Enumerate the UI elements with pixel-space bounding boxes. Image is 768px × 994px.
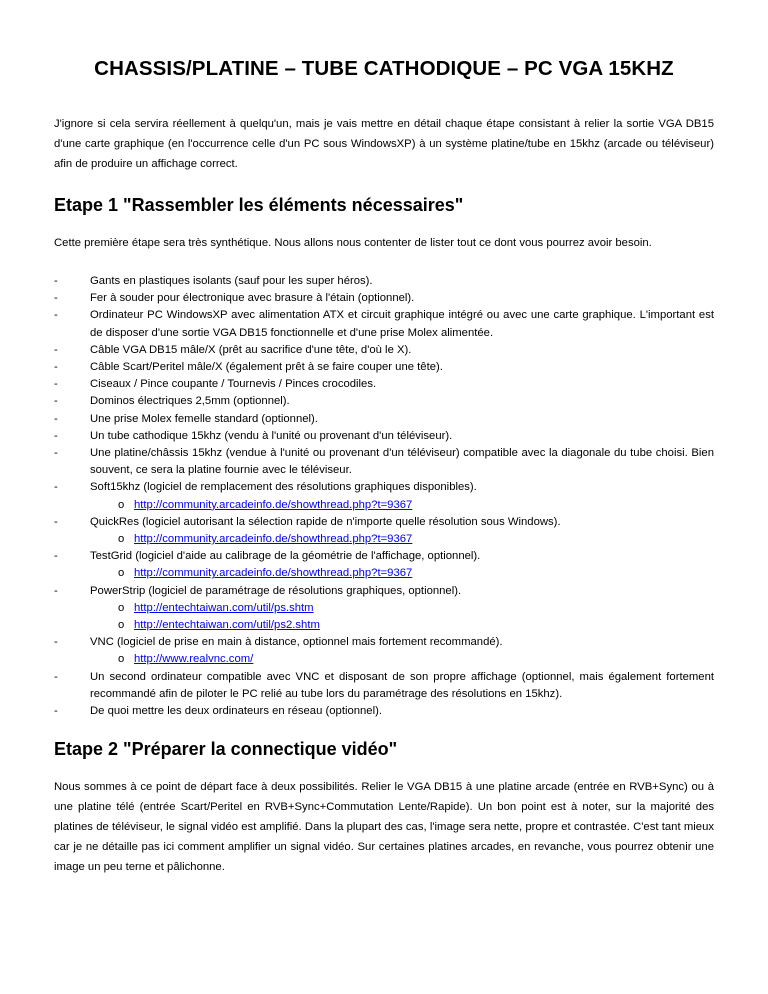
list-item-text: Dominos électriques 2,5mm (optionnel). [90, 395, 290, 408]
list-dash: - [54, 292, 58, 305]
url-link[interactable]: http://www.realvnc.com/ [134, 653, 254, 666]
requirements-list [54, 273, 714, 720]
link-list [90, 565, 714, 582]
list-dash: - [54, 395, 58, 408]
list-dash: - [54, 705, 58, 718]
sub-bullet: o [118, 533, 125, 546]
list-dash: - [54, 361, 58, 374]
list-item [54, 376, 714, 393]
list-item [54, 307, 714, 341]
list-dash: - [54, 309, 58, 322]
list-item-text: Un tube cathodique 15khz (vendu à l'unité ou provenant d'un téléviseur). [90, 429, 453, 442]
list-item [54, 514, 714, 548]
list-dash: - [54, 481, 58, 494]
link-list [90, 651, 714, 668]
list-item [54, 342, 714, 359]
list-item [54, 669, 714, 703]
sub-bullet: o [118, 498, 125, 511]
list-dash: - [54, 275, 58, 287]
list-dash: - [54, 515, 58, 528]
list-item-text: Ciseaux / Pince coupante / Tournevis / Pinces crocodiles. [90, 378, 377, 391]
link-item [90, 600, 714, 617]
list-item-text: Une platine/châssis 15khz (vendue à l'unité ou provenant d'un téléviseur) compatible avec la diagonale du tube choisi. Bien souvent, ce sera la platine fournie avec le téléviseur. [90, 447, 714, 477]
url-link[interactable]: http://community.arcadeinfo.de/showthread.php?t=9367 [134, 498, 413, 511]
list-dash: - [54, 412, 58, 425]
url-link[interactable]: http://community.arcadeinfo.de/showthread.php?t=9367 [134, 567, 413, 580]
list-item-text: PowerStrip (logiciel de paramétrage de résolutions graphiques, optionnel). [90, 584, 462, 597]
list-item-text: Un second ordinateur compatible avec VNC et disposant de son propre affichage (optionnel, mais également fortement recommandé afin de piloter le PC relié au tube lors du paramétrage des résolutions en 15khz). [90, 670, 714, 700]
list-dash: - [54, 429, 58, 442]
step2-heading: Etape 2 "Préparer la connectique vidéo" [54, 739, 398, 760]
list-dash: - [54, 343, 58, 356]
list-item [54, 548, 714, 582]
list-item-text: QuickRes (logiciel autorisant la sélection rapide de n'importe quelle résolution sous Windows). [90, 515, 561, 528]
link-item [90, 565, 714, 582]
list-item-text: VNC (logiciel de prise en main à distance, optionnel mais fortement recommandé). [90, 636, 503, 649]
url-link[interactable]: http://community.arcadeinfo.de/showthread.php?t=9367 [134, 533, 413, 546]
list-item [54, 703, 714, 720]
link-item [90, 617, 714, 634]
list-dash: - [54, 447, 58, 460]
list-item [54, 479, 714, 513]
sub-bullet: o [118, 619, 125, 632]
link-list [90, 600, 714, 634]
list-item-text: De quoi mettre les deux ordinateurs en réseau (optionnel). [90, 705, 383, 718]
link-list [90, 497, 714, 514]
list-item-text: TestGrid (logiciel d'aide au calibrage de la géométrie de l'affichage, optionnel). [90, 550, 481, 563]
list-item-text: Soft15khz (logiciel de remplacement des résolutions graphiques disponibles). [90, 481, 477, 494]
list-item [54, 445, 714, 479]
list-item-text: Câble VGA DB15 mâle/X (prêt au sacrifice d'une tête, d'où le X). [90, 343, 412, 356]
sub-bullet: o [118, 567, 125, 580]
intro-paragraph: J'ignore si cela servira réellement à quelqu'un, mais je vais mettre en détail chaque étape consistant à relier la sortie VGA DB15 d'une carte graphique (en l'occurrence celle d'un PC sous WindowsXP) à un système platine/tube en 15khz (arcade ou téléviseur) afin de produire un affichage correct. [54, 118, 714, 170]
step1-paragraph: Cette première étape sera très synthétique. Nous allons nous contenter de lister tout ce dont vous pourrez avoir besoin. [54, 237, 652, 249]
list-dash: - [54, 378, 58, 391]
list-item [54, 290, 714, 307]
sub-bullet: o [118, 601, 125, 614]
list-dash: - [54, 584, 58, 597]
link-item [90, 651, 714, 668]
list-item-text: Fer à souder pour électronique avec brasure à l'étain (optionnel). [90, 292, 415, 305]
link-list [90, 531, 714, 548]
step1-heading: Etape 1 "Rassembler les éléments nécessaires" [54, 195, 464, 215]
list-dash: - [54, 636, 58, 649]
list-item [54, 583, 714, 635]
list-dash: - [54, 670, 58, 683]
url-link[interactable]: http://entechtaiwan.com/util/ps.shtm [134, 601, 314, 614]
list-item [54, 634, 714, 668]
list-item-text: Une prise Molex femelle standard (optionnel). [90, 412, 318, 425]
url-link[interactable]: http://entechtaiwan.com/util/ps2.shtm [134, 619, 320, 632]
document-title: CHASSIS/PLATINE – TUBE CATHODIQUE – PC VGA 15KHZ [94, 57, 674, 80]
list-item [54, 393, 714, 410]
list-item [54, 359, 714, 376]
link-item [90, 531, 714, 548]
list-item [54, 411, 714, 428]
list-item [54, 428, 714, 445]
sub-bullet: o [118, 653, 125, 666]
link-item [90, 497, 714, 514]
list-item-text: Câble Scart/Peritel mâle/X (également prêt à se faire couper une tête). [90, 361, 443, 374]
step2-paragraph: Nous sommes à ce point de départ face à deux possibilités. Relier le VGA DB15 à une platine arcade (entrée en RVB+Sync) ou à une platine télé (entrée Scart/Peritel en RVB+Sync+Commutation Lente/Rapide). Un bon point est à noter, sur la majorité des platines de téléviseur, le signal vidéo est amplifié. Dans la plupart des cas, l'image sera nette, propre et contrastée. C'est tant mieux car je ne détaille pas ici comment amplifier un signal vidéo. Sur certaines platines arcades, en revanche, vous pourrez obtenir une image un peu terne et pâlichonne. [54, 781, 714, 874]
list-item-text: Ordinateur PC WindowsXP avec alimentation ATX et circuit graphique intégré ou avec une carte graphique. L'important est de disposer d'une sortie VGA DB15 fonctionnelle et d'une prise Molex alimentée. [90, 309, 714, 339]
list-item [54, 273, 714, 290]
list-dash: - [54, 550, 58, 563]
list-item-text: Gants en plastiques isolants (sauf pour les super héros). [90, 275, 373, 287]
